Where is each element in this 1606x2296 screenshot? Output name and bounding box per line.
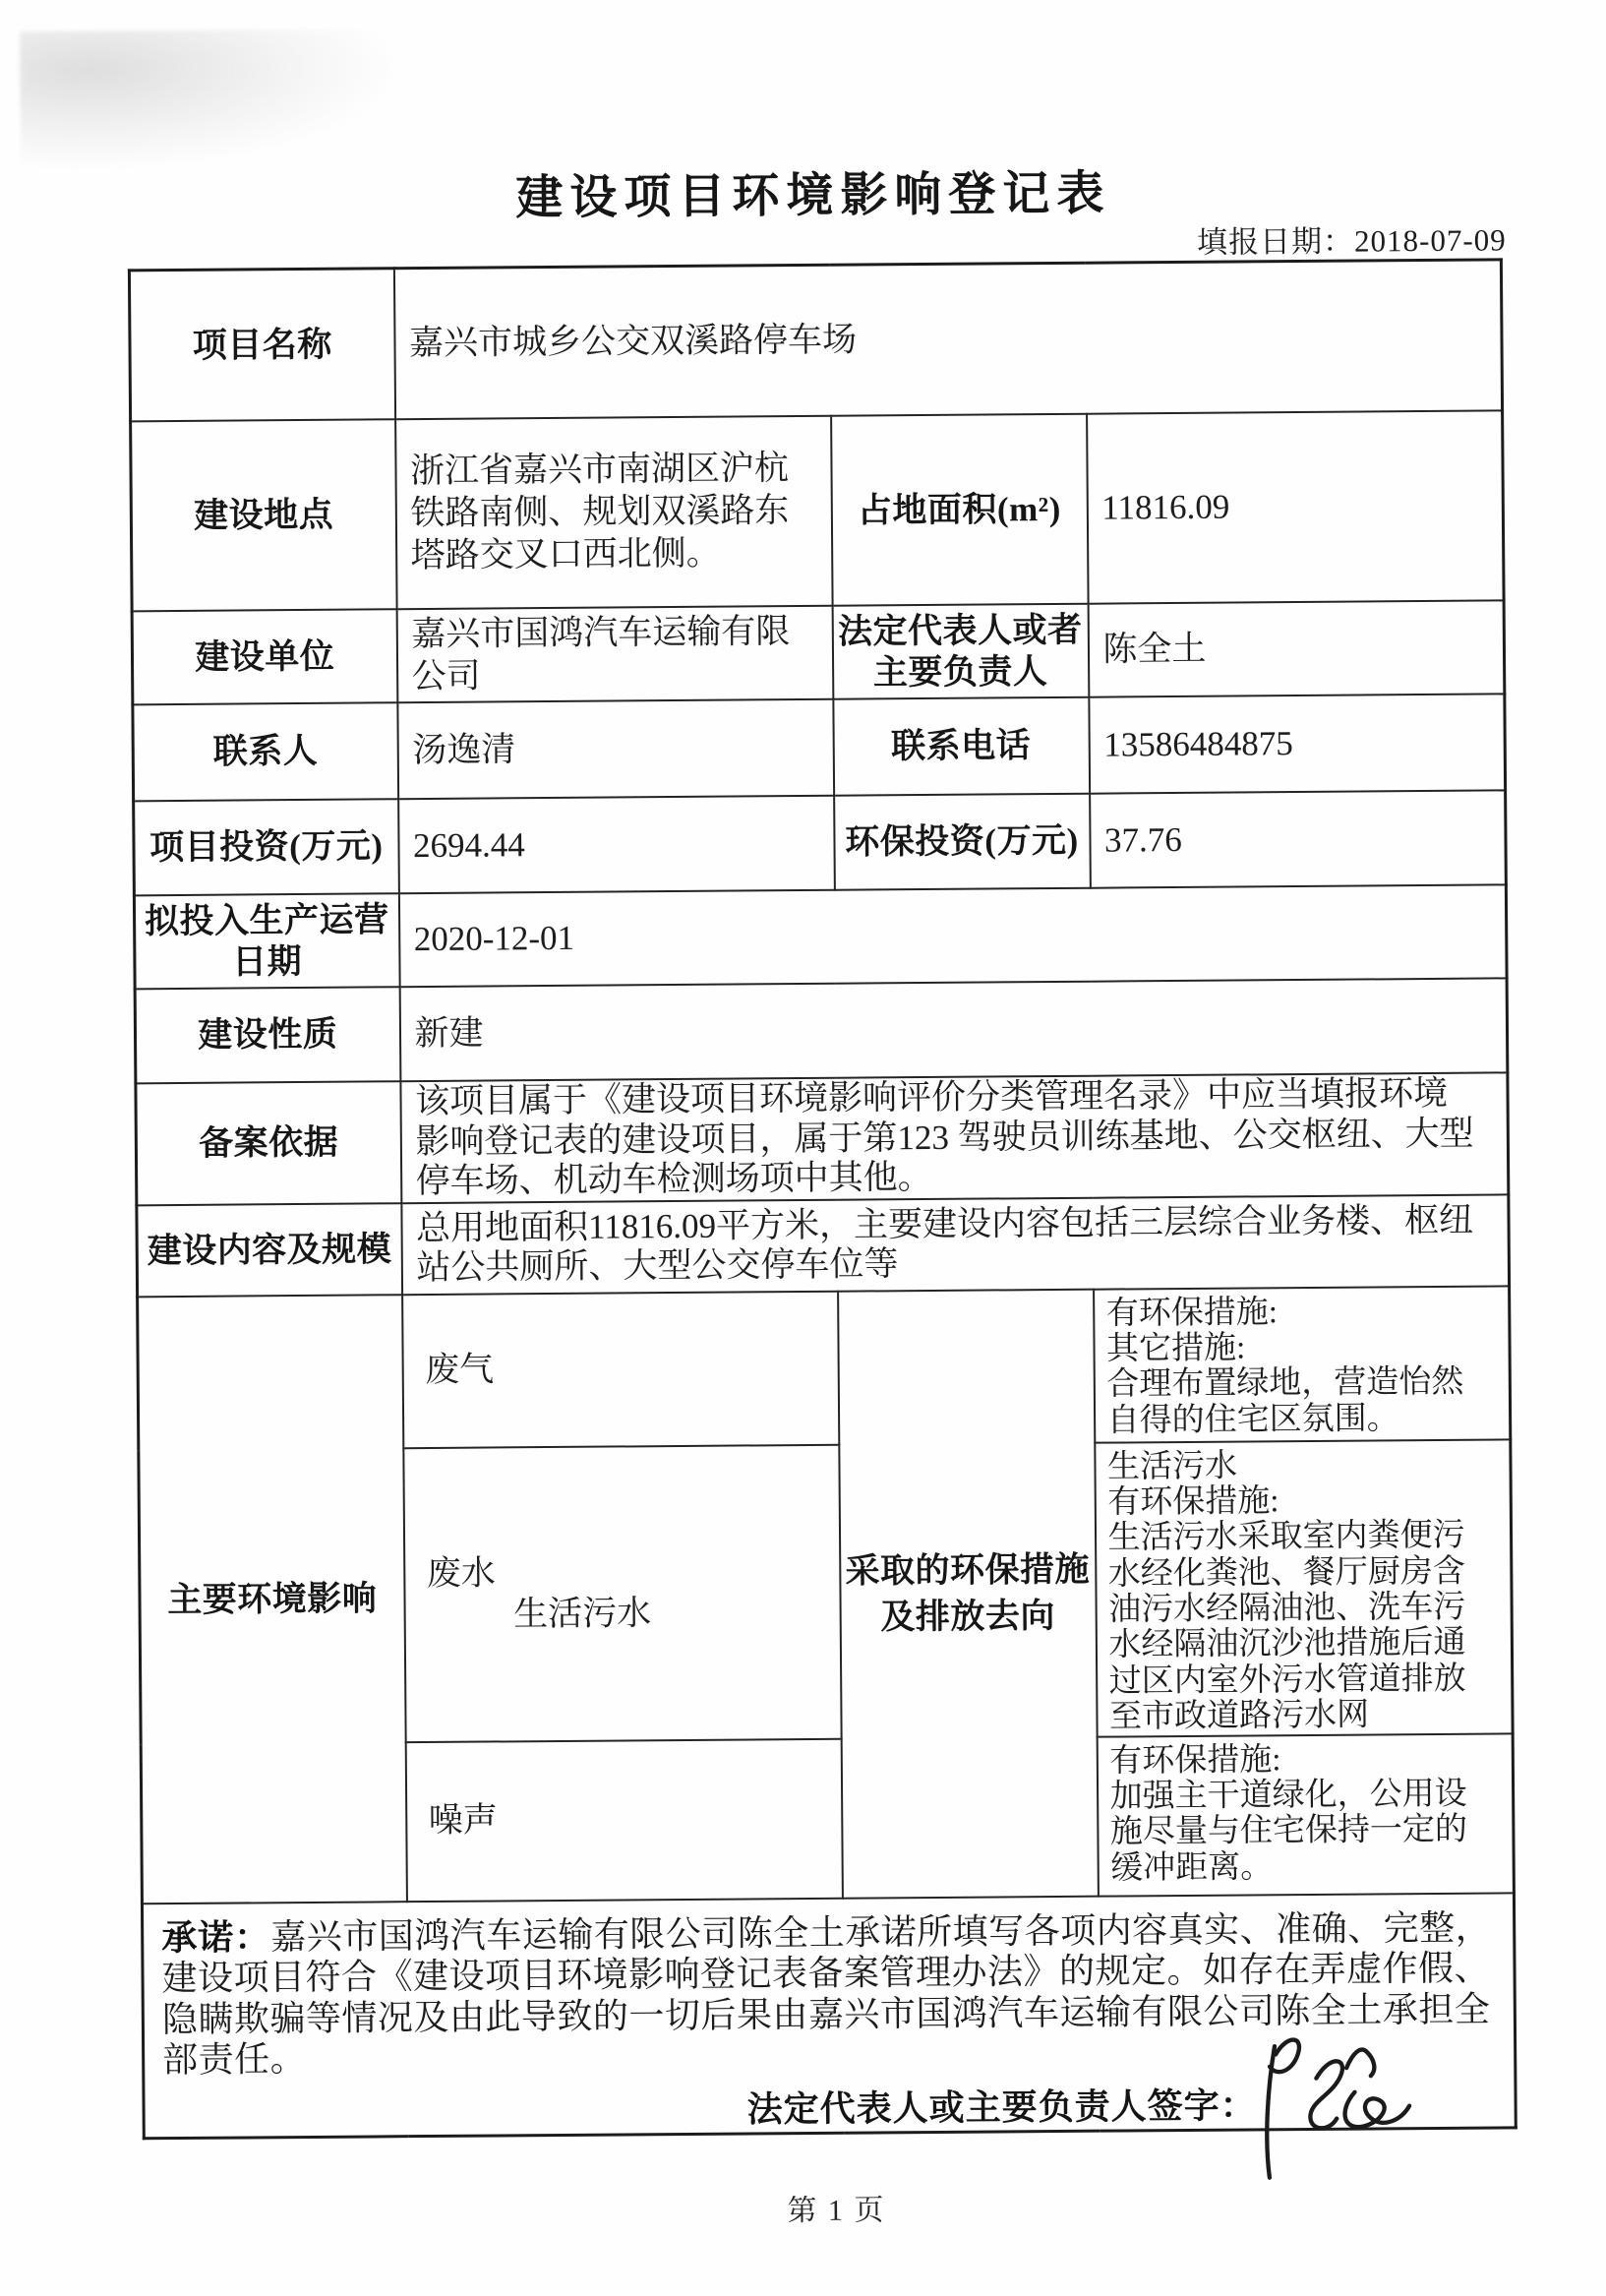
row-nature <box>135 978 1508 1083</box>
nature-label: 建设性质 <box>135 987 400 1083</box>
project-name-value: 嘉兴市城乡公交双溪路停车场 <box>393 260 1502 419</box>
filing-basis-value: 该项目属于《建设项目环境影响评价分类管理名录》中应当填报环境影响登记表的建设项目，属于第123 驾驶员训练基地、公交枢纽、大型停车场、机动车检测场项中其他。 <box>400 1072 1509 1203</box>
env-investment-value: 37.76 <box>1090 790 1507 887</box>
row-project-name <box>129 260 1502 421</box>
builder-value: 嘉兴市国鸿汽车运输有限公司 <box>396 606 833 702</box>
land-area-value: 11816.09 <box>1087 410 1505 603</box>
location-value: 浙江省嘉兴市南湖区沪杭铁路南侧、规划双溪路东塔路交叉口西北侧。 <box>395 416 833 609</box>
builder-label: 建设单位 <box>132 609 397 704</box>
row-builder <box>132 600 1505 704</box>
env-impact-label: 主要环境影响 <box>138 1295 407 1903</box>
nature-value: 新建 <box>399 978 1508 1081</box>
impact-wastewater-subtype: 生活污水 <box>512 1594 652 1634</box>
row-env-impact-gas <box>138 1286 1511 1450</box>
project-name-label: 项目名称 <box>129 269 394 422</box>
signature-label: 法定代表人或主要负责人签字： <box>746 2085 1257 2130</box>
impact-wastewater-type: 废水 <box>426 1553 496 1593</box>
contact-value: 汤逸清 <box>397 699 834 799</box>
row-commitment <box>142 1893 1516 2139</box>
content-scale-label: 建设内容及规模 <box>137 1203 402 1297</box>
row-filing-basis <box>136 1072 1509 1205</box>
land-area-label: 占地面积(m²) <box>831 414 1089 606</box>
impact-type-waste-gas: 废气 <box>402 1292 839 1448</box>
page-number: 第 1 页 <box>787 2194 886 2228</box>
commitment-label: 承诺： <box>161 1917 271 1958</box>
investment-value: 2694.44 <box>398 796 835 893</box>
env-investment-label: 环保投资(万元) <box>834 794 1091 890</box>
filing-date: 填报日期：2018-07-09 <box>1196 222 1507 260</box>
row-investment <box>134 790 1507 895</box>
filing-basis-label: 备案依据 <box>136 1081 401 1205</box>
row-location <box>131 410 1504 611</box>
commitment-text: 嘉兴市国鸿汽车运输有限公司陈全土承诺所填写各项内容真实、准确、完整，建设项目符合《建设项目环境影响登记表备案管理办法》的规定。如存在弄虚作假、隐瞒欺骗等情况及由此导致的一切后果由嘉兴市国鸿汽车运输有限公司陈全土承担全部责任。 <box>161 1907 1492 2081</box>
commitment-paragraph <box>144 1894 1514 2081</box>
row-operation-date <box>134 884 1507 989</box>
registration-form-table <box>128 258 1517 2140</box>
legal-rep-label: 法定代表人或者主要负责人 <box>832 604 1089 699</box>
measure-noise: 有环保措施: 加强主干道绿化，公用设施尽量与住宅保持一定的缓冲距离。 <box>1097 1733 1514 1896</box>
impact-type-noise: 噪声 <box>405 1738 842 1901</box>
investment-label: 项目投资(万元) <box>134 799 399 895</box>
operation-date-value: 2020-12-01 <box>398 884 1507 987</box>
commitment-cell <box>142 1893 1516 2139</box>
measure-waste-gas: 有环保措施: 其它措施: 合理布置绿地，营造怡然自得的住宅区氛围。 <box>1094 1286 1511 1442</box>
measure-wastewater: 生活污水 有环保措施: 生活污水采取室内粪便污水经化粪池、餐厅厨房含油污水经隔油池、洗车污水经隔油沉沙池措施后通过区内室外污水管道排放至市政道路污水网 <box>1095 1439 1513 1736</box>
measures-column-label: 采取的环保措施及排放去向 <box>838 1289 1099 1898</box>
row-content-scale <box>137 1194 1510 1297</box>
signature-row <box>145 2077 1514 2138</box>
phone-value: 13586484875 <box>1089 694 1506 793</box>
content-scale-value: 总用地面积11816.09平方米，主要建设内容包括三层综合业务楼、枢纽站公共厕所、大型公交停车位等 <box>401 1194 1510 1295</box>
phone-label: 联系电话 <box>833 697 1090 796</box>
location-label: 建设地点 <box>131 419 397 611</box>
page-title: 建设项目环境影响登记表 <box>515 167 1111 225</box>
scan-artifact-smudge <box>20 29 394 169</box>
row-contact <box>133 694 1506 801</box>
legal-rep-value: 陈全土 <box>1088 600 1505 696</box>
operation-date-label: 拟投入生产运营日期 <box>134 893 399 989</box>
contact-label: 联系人 <box>133 702 398 801</box>
impact-type-wastewater <box>403 1445 841 1742</box>
